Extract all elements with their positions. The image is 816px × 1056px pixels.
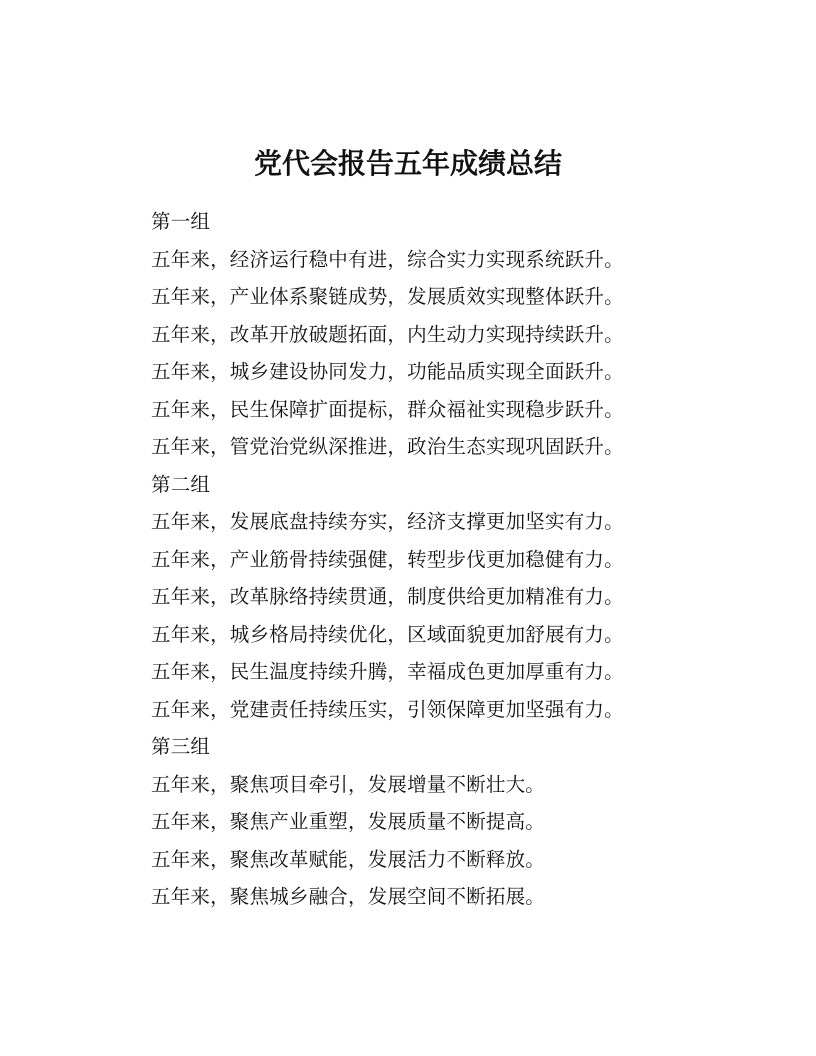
- group-2-line-5: 五年来，民生温度持续升腾，幸福成色更加厚重有力。: [151, 660, 624, 683]
- group-3-line-2: 五年来，聚焦产业重塑，发展质量不断提高。: [151, 810, 546, 833]
- group-1-line-4: 五年来，城乡建设协同发力，功能品质实现全面跃升。: [151, 360, 624, 383]
- group-3-line-4: 五年来，聚焦城乡融合，发展空间不断拓展。: [151, 885, 546, 908]
- group-1-heading: 第一组: [151, 210, 211, 233]
- group-2-line-1: 五年来，发展底盘持续夯实，经济支撑更加坚实有力。: [151, 510, 624, 533]
- group-2-line-4: 五年来，城乡格局持续优化，区域面貌更加舒展有力。: [151, 622, 624, 646]
- group-2-line-6: 五年来，党建责任持续压实，引领保障更加坚强有力。: [151, 697, 624, 721]
- group-1-line-3: 五年来，改革开放破题拓面，内生动力实现持续跃升。: [151, 322, 624, 346]
- document-body: [151, 203, 671, 916]
- group-3-line-3: 五年来，聚焦改革赋能，发展活力不断释放。: [151, 847, 546, 871]
- group-2-line-2: 五年来，产业筋骨持续强健，转型步伐更加稳健有力。: [151, 547, 624, 571]
- group-1-line-1: 五年来，经济运行稳中有进，综合实力实现系统跃升。: [151, 247, 624, 271]
- document-title: 党代会报告五年成绩总结: [253, 147, 562, 180]
- group-1-line-2: 五年来，产业体系聚链成势，发展质效实现整体跃升。: [151, 285, 624, 308]
- group-1-line-5: 五年来，民生保障扩面提标，群众福祉实现稳步跃升。: [151, 397, 624, 421]
- group-3-line-1: 五年来，聚焦项目牵引，发展增量不断壮大。: [151, 772, 546, 796]
- group-2-line-3: 五年来，改革脉络持续贯通，制度供给更加精准有力。: [151, 585, 624, 608]
- group-2-heading: 第二组: [151, 472, 211, 496]
- group-3-heading: 第三组: [151, 735, 211, 758]
- group-1-line-6: 五年来，管党治党纵深推进，政治生态实现巩固跃升。: [151, 435, 624, 458]
